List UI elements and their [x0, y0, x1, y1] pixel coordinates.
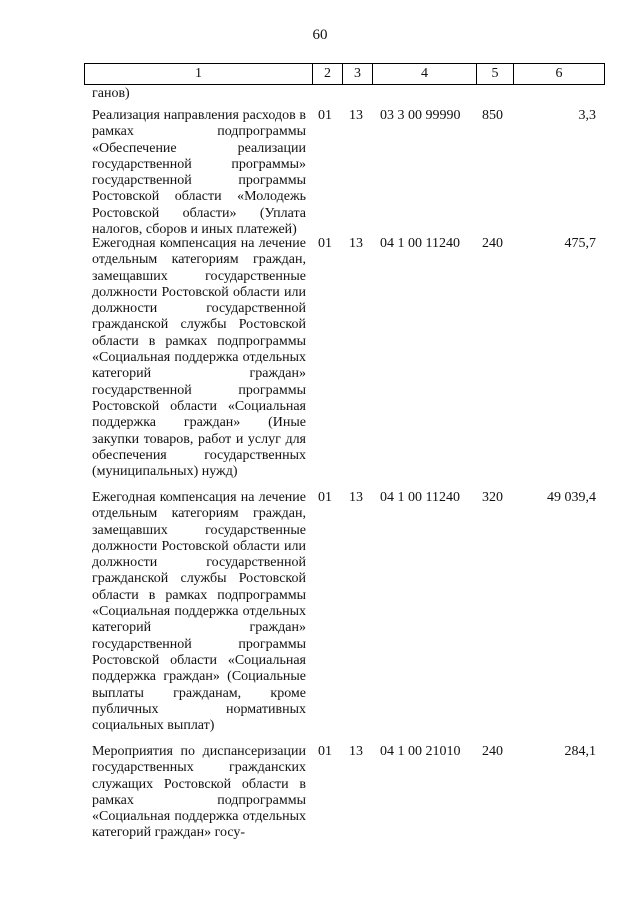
header-col-3: 3 [343, 64, 373, 85]
header-col-1: 1 [85, 64, 313, 85]
row-section-code: 01 [318, 744, 332, 759]
row-section-code: 01 [318, 490, 332, 505]
row-section-code: 01 [318, 236, 332, 251]
row-subsection-code: 13 [349, 108, 363, 123]
header-col-2: 2 [313, 64, 343, 85]
row-description: Реализация направления расходов в рамках подпрограммы «Обеспечение реализации государственной программы» государственной программы Ростовской области «Молодежь Ростовской области» (Уплата налогов, сборов и иных платежей) [92, 108, 306, 238]
row-expense-type: 850 [482, 108, 503, 123]
page-number: 60 [312, 27, 328, 43]
header-col-5: 5 [477, 64, 514, 85]
row-subsection-code: 13 [349, 490, 363, 505]
row-expense-type: 320 [482, 490, 503, 505]
row-target-article: 04 1 00 21010 [380, 744, 461, 759]
row-description: Ежегодная компенсация на лечение отдельным категориям граждан, замещавших государственные должности Ростовской области или должности государственной гражданской службы Ростовской области в рамках подпрограммы «Социальная поддержка отдельных категорий граждан» государственной программы Ростовской области «Социальная поддержка граждан» (Иные закупки товаров, работ и услуг для обеспечения государственных (муниципальных) нужд) [92, 236, 306, 480]
row-expense-type: 240 [482, 744, 503, 759]
row-section-code: 01 [318, 108, 332, 123]
row-amount: 3,3 [578, 108, 596, 123]
header-col-4: 4 [373, 64, 477, 85]
row-target-article: 03 3 00 99990 [380, 108, 461, 123]
row-amount: 284,1 [564, 744, 596, 759]
row-expense-type: 240 [482, 236, 503, 251]
row-amount: 49 039,4 [547, 490, 596, 505]
row-subsection-code: 13 [349, 236, 363, 251]
continued-text: ганов) [92, 86, 130, 101]
row-amount: 475,7 [564, 236, 596, 251]
row-target-article: 04 1 00 11240 [380, 490, 460, 505]
row-description: Мероприятия по диспансеризации государственных гражданских служащих Ростовской области в рамках подпрограммы «Социальная поддержка отдельных категорий граждан» госу- [92, 744, 306, 841]
row-target-article: 04 1 00 11240 [380, 236, 460, 251]
column-header-row [84, 63, 605, 85]
row-description: Ежегодная компенсация на лечение отдельным категориям граждан, замещавших государственные должности Ростовской области или должности государственной гражданской службы Ростовской области в рамках подпрограммы «Социальная поддержка отдельных категорий граждан» государственной программы Ростовской области «Социальная поддержка граждан» (Социальные выплаты гражданам, кроме публичных нормативных социальных выплат) [92, 490, 306, 734]
header-col-6: 6 [514, 64, 605, 85]
row-subsection-code: 13 [349, 744, 363, 759]
